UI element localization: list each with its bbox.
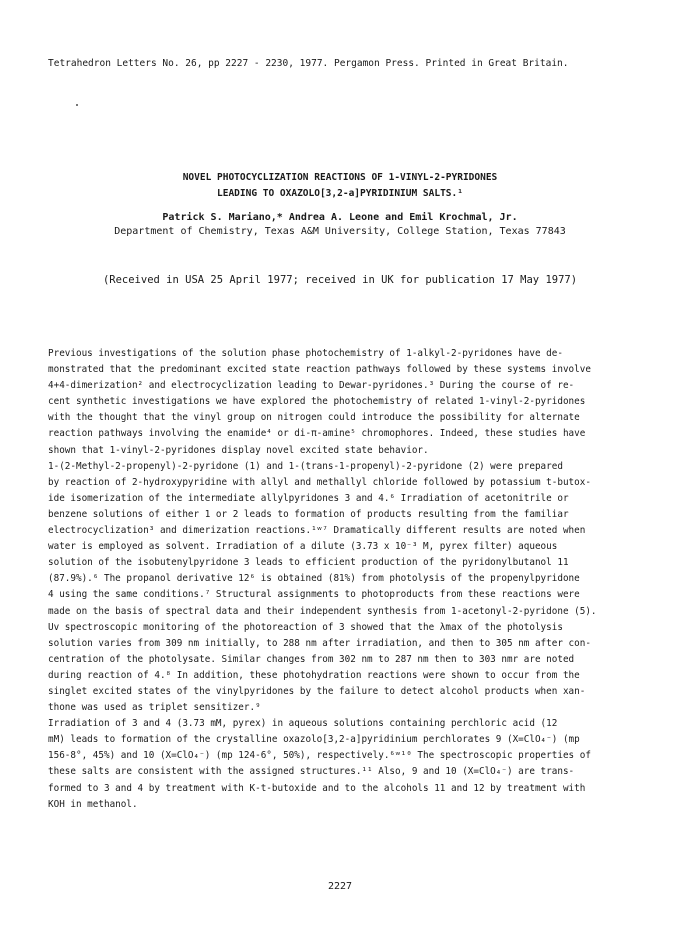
received-dates: (Received in USA 25 April 1977; received in UK for publication 17 May 1977): [102, 274, 578, 286]
body-line: formed to 3 and 4 by treatment with K-t-butoxide and to the alcohols 11 and 12 by treatment with: [48, 782, 586, 794]
body-line: solution varies from 309 nm initially, to 288 nm after irradiation, and then to 305 nm after con-: [48, 637, 591, 649]
body-line: singlet excited states of the vinylpyridones by the failure to detect alcohol products when xan-: [48, 685, 586, 697]
speck-mark: [76, 104, 78, 106]
body-line: KOH in methanol.: [48, 798, 138, 810]
body-line: water is employed as solvent. Irradiation of a dilute (3.73 x 10⁻³ M, pyrex filter) aqueous: [48, 541, 558, 553]
body-line: centration of the photolysate. Similar changes from 302 nm to 287 nm then to 303 nmr are noted: [48, 653, 575, 665]
body-line: these salts are consistent with the assigned structures.¹¹ Also, 9 and 10 (X=ClO₄⁻) are trans-: [48, 766, 575, 778]
body-line: solution of the isobutenylpyridone 3 leads to efficient production of the pyridonylbutanol 11: [48, 557, 569, 569]
body-line: Previous investigations of the solution phase photochemistry of 1-alkyl-2-pyridones have de-: [48, 348, 563, 359]
title-line-2: LEADING TO OXAZOLO[3,2-a]PYRIDINIUM SALTS.¹: [217, 188, 463, 199]
affiliation: Department of Chemistry, Texas A&M University, College Station, Texas 77843: [114, 226, 566, 237]
body-line: during reaction of 4.⁸ In addition, these photohydration reactions were shown to occur from the: [48, 669, 580, 681]
body-line: mM) leads to formation of the crystalline oxazolo[3,2-a]pyridinium perchlorates 9 (X=ClO₄⁻) (mp: [48, 734, 580, 746]
body-line: 156-8°, 45%) and 10 (X=ClO₄⁻) (mp 124-6°, 50%), respectively.⁶ʷ¹⁰ The spectroscopic properties of: [48, 750, 591, 762]
body-line: reaction pathways involving the enamide⁴ or di-π-amine⁵ chromophores. Indeed, these studies have: [48, 428, 586, 440]
title-line-1: NOVEL PHOTOCYCLIZATION REACTIONS OF 1-VINYL-2-PYRIDONES: [182, 172, 498, 183]
body-line: Irradiation of 3 and 4 (3.73 mM, pyrex) in aqueous solutions containing perchloric acid (12: [48, 718, 558, 730]
body-line: cent synthetic investigations we have explored the photochemistry of related 1-vinyl-2-pyridones: [48, 396, 586, 408]
authors: Patrick S. Mariano,* Andrea A. Leone and Emil Krochmal, Jr.: [162, 212, 518, 223]
body-line: 4 using the same conditions.⁷ Structural assignments to photoproducts from these reactions were: [48, 589, 580, 601]
page-number: 2227: [327, 881, 353, 892]
body-line: monstrated that the predominant excited state reaction pathways followed by these systems involve: [48, 364, 591, 376]
body-line: benzene solutions of either 1 or 2 leads to formation of products resulting from the familiar: [48, 508, 569, 520]
body-line: 4+4-dimerization² and electrocyclization leading to Dewar-pyridones.³ During the course of re-: [48, 380, 575, 392]
body-line: Uv spectroscopic monitoring of the photoreaction of 3 showed that the λmax of the photolysis: [48, 621, 563, 633]
body-line: by reaction of 2-hydroxypyridine with allyl and methallyl chloride followed by potassium t-butox-: [48, 476, 591, 488]
body-line: ide isomerization of the intermediate allylpyridones 3 and 4.⁶ Irradiation of acetonitrile or: [48, 492, 569, 504]
article-body: [48, 346, 638, 813]
journal-header: Tetrahedron Letters No. 26, pp 2227 - 2230, 1977. Pergamon Press. Printed in Great Britain.: [48, 58, 569, 69]
body-line: shown that 1-vinyl-2-pyridones display novel excited state behavior.: [48, 444, 429, 456]
body-line: 1-(2-Methyl-2-propenyl)-2-pyridone (1) and 1-(trans-1-propenyl)-2-pyridone (2) were prepared: [48, 460, 563, 472]
body-line: electrocyclization³ and dimerization reactions.¹ʷ⁷ Dramatically different results are noted when: [48, 525, 586, 537]
body-line: made on the basis of spectral data and their independent synthesis from 1-acetonyl-2-pyridone (5).: [48, 605, 597, 617]
body-line: (87.9%).⁶ The propanol derivative 12⁶ is obtained (81%) from photolysis of the propenylpyridone: [48, 573, 580, 585]
body-line: thone was used as triplet sensitizer.⁹: [48, 702, 261, 714]
body-line: with the thought that the vinyl group on nitrogen could introduce the possibility for alternate: [48, 412, 580, 424]
